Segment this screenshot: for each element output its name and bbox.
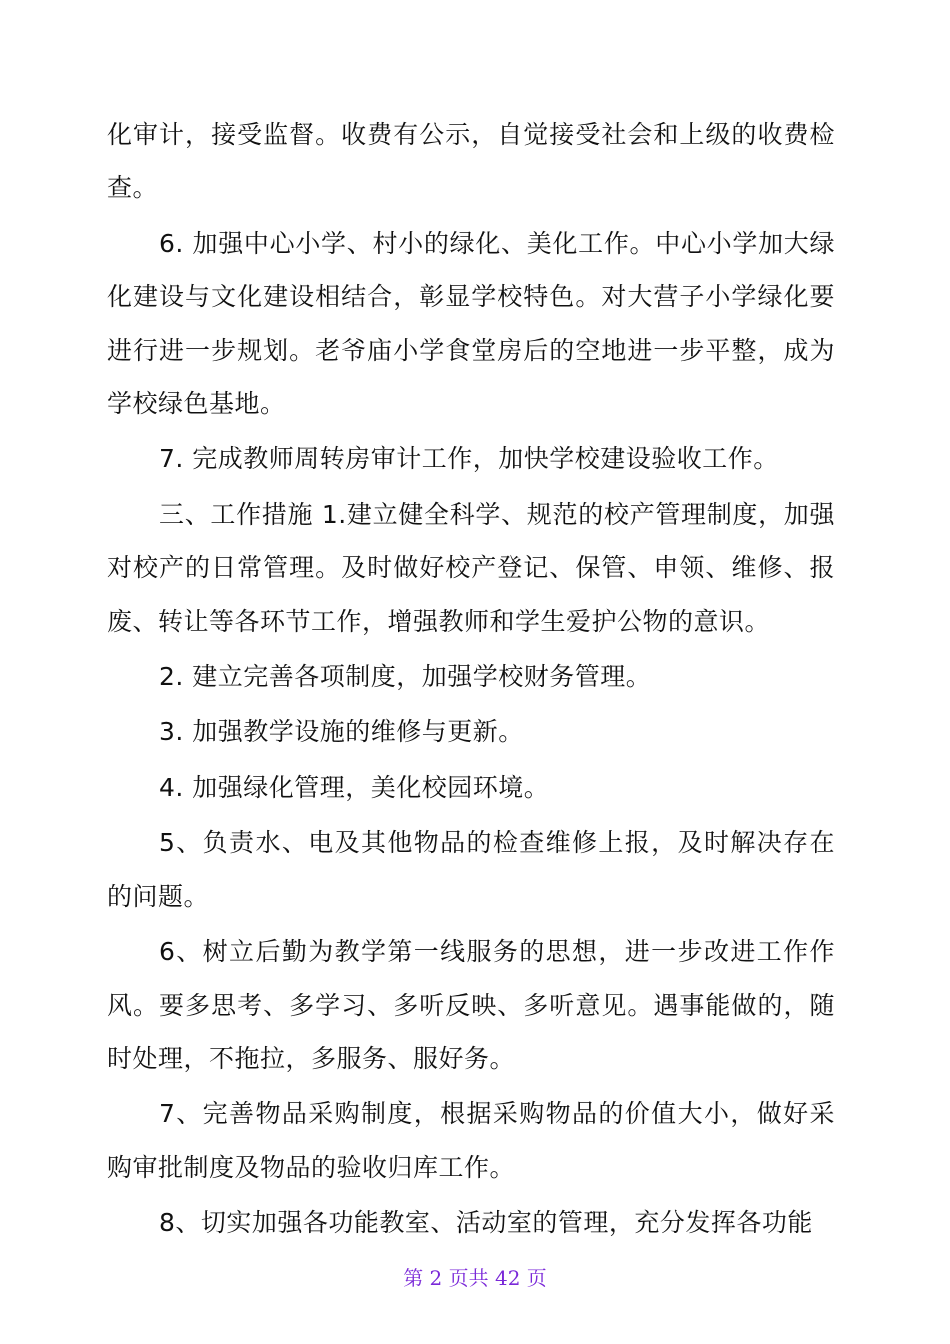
paragraph-teacher-housing: 7. 完成教师周转房审计工作，加快学校建设验收工作。: [159, 444, 779, 474]
paragraph-finance: 2. 建立完善各项制度，加强学校财务管理。: [159, 662, 652, 692]
paragraph-service: 6、树立后勤为教学第一线服务的思想，进一步改进工作作风。要多思考、多学习、多听反映、多听意见。遇事能做的，随时处理，不拖拉，多服务、服好务。: [107, 937, 835, 1073]
paragraph-function-rooms: 8、切实加强各功能教室、活动室的管理，充分发挥各功能: [159, 1208, 813, 1238]
paragraph-audit-continuation: 化审计，接受监督。收费有公示，自觉接受社会和上级的收费检查。: [107, 120, 835, 203]
paragraph-facilities: 3. 加强教学设施的维修与更新。: [159, 717, 524, 747]
paragraph-campus-greening: 4. 加强绿化管理，美化校园环境。: [159, 772, 550, 802]
paragraph-maintenance: 5、负责水、电及其他物品的检查维修上报，及时解决存在的问题。: [107, 828, 835, 911]
page-number-footer: 第 2 页共 42 页: [403, 1266, 547, 1290]
document-body: [107, 108, 835, 1252]
paragraph-greening: 6. 加强中心小学、村小的绿化、美化工作。中心小学加大绿化建设与文化建设相结合，彰显学校特色。对大营子小学绿化要进行进一步规划。老爷庙小学食堂房后的空地进一步平整，成为学校绿色基地。: [107, 228, 835, 419]
paragraph-procurement: 7、完善物品采购制度，根据采购物品的价值大小，做好采购审批制度及物品的验收归库工作。: [107, 1099, 835, 1182]
paragraph-work-measures: 三、工作措施 1.建立健全科学、规范的校产管理制度，加强对校产的日常管理。及时做好校产登记、保管、申领、维修、报废、转让等各环节工作，增强教师和学生爱护公物的意识。: [107, 499, 835, 636]
